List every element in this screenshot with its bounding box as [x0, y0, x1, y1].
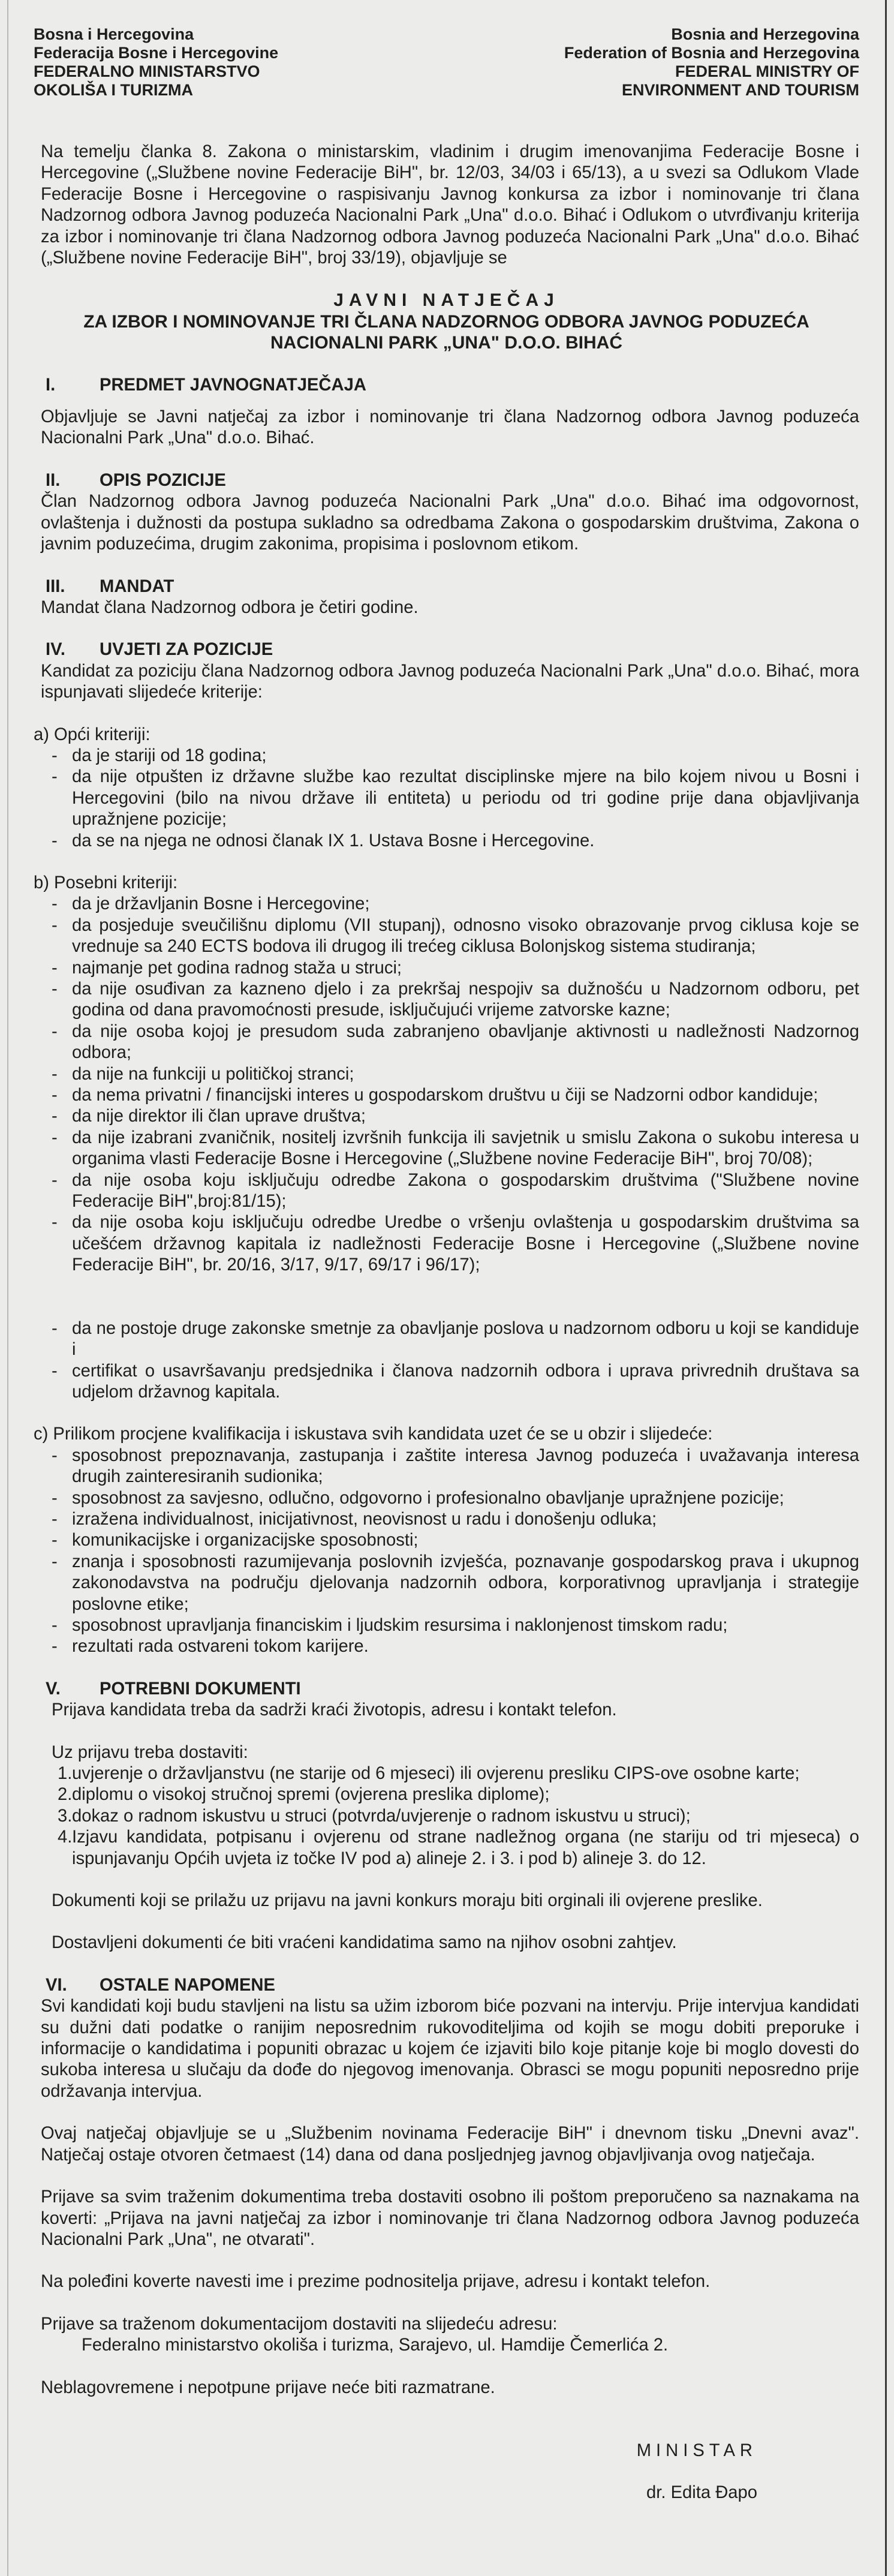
signatory-role: MINISTAR: [636, 2440, 757, 2460]
signature-block: [34, 2440, 859, 2504]
letterhead-english: [564, 25, 859, 100]
list-item: - znanja i sposobnosti razumijevanja poslovnih izvješća, poznavanje gospodarskog prava i ukupnog zakonodavstva na području djelovanja nadzornih odbora, korporativnog upravljanja i strategije poslovne etike;: [34, 1552, 859, 1615]
letterhead-line: Federation of Bosnia and Herzegovina: [564, 44, 859, 62]
criteria-c-label: c) Prilikom procjene kvalifikacija i iskustava svih kandidata uzet će se u obzir i slijedeće:: [34, 1424, 713, 1444]
list-item: - certifikat o usavršavanju predsjednika i članova nadzornih odbora i uprava privrednih društava sa udjelom državnog kapitala.: [34, 1361, 859, 1403]
list-item: - da ne postoje druge zakonske smetnje za obavljanje poslova u nadzornom odboru u koji se kandiduje i: [34, 1318, 859, 1361]
list-item: - komunikacijske i organizacijske sposobnosti;: [34, 1530, 859, 1551]
documents-note-originals: Dokumenti koji se prilažu uz prijavu na javni konkurs moraju biti orginali ili ovjerene preslike.: [52, 1891, 763, 1911]
criteria-b-list-continued: [34, 1318, 859, 1403]
section-number: V.: [46, 1679, 61, 1699]
list-item: [34, 1784, 859, 1805]
section-5-heading: [34, 1679, 859, 1700]
item-text: diplomu o visokoj stručnoj spremi (ovjerena preslika diplome);: [72, 1785, 550, 1805]
criteria-c-list: [34, 1445, 859, 1658]
section-6-interview: Svi kandidati koji budu stavljeni na listu sa užim izborom biće pozvani na intervju. Prije intervjua kandidati su dužni dati podatke o ranijim neposrednim rukovoditeljima od kojih se mogu dobiti preporuke i informacije o kandidatima i popuniti obrazac u kojem će izjaviti bilo koje pitanje koje bi moglo dovesti do sukoba interesa u slučaju da dođe do njegovog imenovanja. Obrasci se mogu popuniti neposredno prije održavanja intervjua.: [41, 1997, 859, 2101]
notice-title: JAVNI NATJEČAJ: [333, 290, 559, 311]
section-number: IV.: [46, 640, 66, 660]
section-number: III.: [46, 576, 65, 596]
criteria-b-list: [34, 894, 859, 1276]
section-number: VI.: [46, 1975, 67, 1995]
list-item: - da posjeduje sveučilišnu diplomu (VII stupanj), odnosno visoko obrazovanje prvog ciklusa koje se vrednuje sa 240 ECTS bodova ili drugog ili trećeg ciklusa Bolonjskog sistema studiranja;: [34, 915, 859, 958]
item-text: uvjerenje o državljanstvu (ne starije od 6 mjeseci) ili ovjerenu presliku CIPS-ove osobne karte;: [72, 1764, 800, 1783]
list-item: - da nije osoba koju isključuju odredbe Uredbe o vršenju ovlaštenja u gospodarskim društvima sa učešćem državnog kapitala iz nadležnosti Federacije Bosne i Hercegovine („Službene novine Federacije BiH", br. 20/16, 3/17, 9/17, 69/17 i 96/17);: [34, 1212, 859, 1276]
documents-note-return: Dostavljeni dokumenti će biti vraćeni kandidatima samo na njihov osobni zahtjev.: [52, 1933, 677, 1953]
intro-paragraph: Na temelju članka 8. Zakona o ministarskim, vladinim i drugim imenovanjima Federacije Bosne i Hercegovine („Službene novine Federacije BiH", br. 12/03, 34/03 i 65/13), a u svezi sa Odlukom Vlade Federacije Bosne i Hercegovine o raspisivanju Javnog konkursa za izbor i nominovanje tri člana Nadzornog odbora Javnog poduzeća Nacionalni Park „Una" d.o.o. Bihać i Odlukom o utvrđivanju kriterija za izbor i nominovanje tri člana Nadzornog odbora Javnog poduzeća Nacionalni Park „Una" d.o.o. Bihać („Službene novine Federacije BiH", broj 33/19), objavljuje se: [41, 142, 859, 268]
section-3-text: Mandat člana Nadzornog odbora je četiri godine.: [41, 597, 419, 617]
letterhead-line: OKOLIŠA I TURIZMA: [34, 81, 193, 99]
letterhead-line: FEDERALNO MINISTARSTVO: [34, 62, 260, 80]
section-3-heading: [34, 576, 859, 597]
section-title: OPIS POZICIJE: [100, 470, 226, 490]
item-number: 1.: [58, 1764, 73, 1783]
letterhead-local: [34, 25, 278, 100]
section-6-delivery: Prijave sa svim traženim dokumentima treba dostaviti osobno ili poštom preporučeno sa naznakama na koverti: „Prijava na javni natječaj za izbor i nominovanje tri člana Nadzornog odbora Javnog poduzeća Nacionalni Park „Una", ne otvarati".: [41, 2187, 859, 2249]
section-5-text: Prijava kandidata treba da sadrži kraći životopis, adresu i kontakt telefon.: [52, 1700, 617, 1720]
list-item: - sposobnost prepoznavanja, zastupanja i zaštite interesa Javnog poduzeća i uvažavanja interesa drugih zainteresiranih sudionika;: [34, 1445, 859, 1488]
list-item: - sposobnost upravljanja financiskim i ljudskim resursima i naklonjenost timskom radu;: [34, 1615, 859, 1636]
section-number: II.: [46, 470, 61, 490]
list-item: - da nije otpušten iz državne službe kao rezultat disciplinske mjere na bilo kojem nivou u Bosni i Hercegovini (bilo na nivou države ili entiteta) u periodu od tri godine prije dana objavljivanja upražnjene pozicije;: [34, 767, 859, 830]
list-item: - da nije osoba koju isključuju odredbe Zakona o gospodarskim društvima ("Službene novine Federacije BiH",broj:81/15);: [34, 1170, 859, 1213]
list-item: - da nije osuđivan za kazneno djelo i za prekršaj nespojiv sa dužnošću u Nadzornom odboru, pet godina od dana pravomoćnosti presude, isključujući vrijeme zatvorske kazne;: [34, 979, 859, 1021]
list-item: - da se na njega ne odnosi članak IX 1. Ustava Bosne i Hercegovine.: [34, 831, 859, 852]
list-item: - najmanje pet godina radnog staža u struci;: [34, 958, 859, 979]
list-item: - sposobnost za savjesno, odlučno, odgovorno i profesionalno obavljanje upražnjene pozicije;: [34, 1488, 859, 1509]
letterhead: [34, 25, 859, 100]
section-6-address-label: Prijave sa traženom dokumentacijom dostaviti na slijedeću adresu:: [41, 2314, 558, 2334]
list-item: - da nije direktor ili član uprave društva;: [34, 1106, 859, 1127]
section-title: OSTALE NAPOMENE: [100, 1975, 275, 1995]
section-title: MANDAT: [100, 576, 174, 596]
notice-subtitle: ZA IZBOR I NOMINOVANJE TRI ČLANA NADZORNOG ODBORA JAVNOG PODUZEĆA: [83, 311, 809, 332]
section-6-envelope: Na poleđini koverte navesti ime i prezime podnositelja prijave, adresu i kontakt telefon.: [41, 2272, 711, 2292]
item-number: 3.: [58, 1806, 73, 1826]
list-item: [34, 1763, 859, 1784]
section-title: UVJETI ZA POZICIJE: [100, 640, 273, 660]
list-item: [34, 1827, 859, 1869]
letterhead-line: Bosna i Hercegovina: [34, 25, 194, 43]
item-text: dokaz o radnom iskustvu u struci (potvrda/uvjerenje o radnom iskustvu u struci);: [72, 1806, 691, 1826]
signatory-name: dr. Edita Đapo: [646, 2483, 757, 2503]
item-number: 4.: [58, 1827, 73, 1847]
list-item: - rezultati rada ostvareni tokom karijere.: [34, 1636, 859, 1657]
section-6-late-applications: Neblagovremene i nepotpune prijave neće biti razmatrane.: [41, 2377, 495, 2397]
letterhead-line: ENVIRONMENT AND TOURISM: [621, 81, 859, 99]
list-item: - izražena individualnost, inicijativnost, neovisnost u radu i donošenju odluka;: [34, 1509, 859, 1530]
list-item: - da je državljanin Bosne i Hercegovine;: [34, 894, 859, 915]
criteria-a-label: a) Opći kriteriji:: [34, 725, 150, 744]
criteria-a-list: [34, 746, 859, 852]
list-item: - da nije na funkciji u političkoj stranci;: [34, 1064, 859, 1085]
documents-list: [34, 1763, 859, 1869]
section-4-text: Kandidat za poziciju člana Nadzornog odbora Javnog poduzeća Nacionalni Park „Una" d.o.o. Bihać, mora ispunjavati slijedeće kriterije:: [41, 661, 859, 702]
documents-label: Uz prijavu treba dostaviti:: [52, 1742, 248, 1762]
section-4-heading: [34, 639, 859, 660]
letterhead-line: Bosnia and Herzegovina: [671, 25, 859, 43]
list-item: [34, 1806, 859, 1827]
section-6-heading: [34, 1975, 859, 1996]
notice-subtitle-company: NACIONALNI PARK „UNA" D.O.O. BIHAĆ: [270, 333, 622, 353]
item-number: 2.: [58, 1785, 73, 1805]
criteria-b-label: b) Posebni kriteriji:: [34, 873, 178, 892]
list-item: - da nema privatni / financijski interes u gospodarskom društvu u čiji se Nadzorni odbor kandiduje;: [34, 1085, 859, 1106]
section-1-heading: [34, 375, 859, 396]
list-item: - da nije izabrani zvaničnik, nositelj izvršnih funkcija ili savjetnik u smislu Zakona o sukobu interesa u organima vlasti Federacije Bosne i Hercegovine („Službene novine Federacije BiH", broj 70/08);: [34, 1128, 859, 1170]
section-number: I.: [46, 375, 56, 395]
letterhead-line: Federacija Bosne i Hercegovine: [34, 44, 279, 62]
letterhead-line: FEDERAL MINISTRY OF: [675, 62, 859, 80]
section-1-text: Objavljuje se Javni natječaj za izbor i nominovanje tri člana Nadzornog odbora Javnog poduzeća Nacionalni Park „Una" d.o.o. Bihać.: [41, 407, 859, 448]
list-item: - da je stariji od 18 godina;: [34, 746, 859, 767]
section-6-publication: Ovaj natječaj objavljuje se u „Službenim novinama Federacije BiH" i dnevnom tisku „Dnevni avaz". Natječaj ostaje otvoren četmaest (14) dana od dana posljednjeg javnog objavljivanja ovog natječaja.: [41, 2124, 859, 2165]
section-2-heading: [34, 470, 859, 491]
section-title: POTREBNI DOKUMENTI: [100, 1679, 301, 1699]
item-text: Izjavu kandidata, potpisanu i ovjerenu od strane nadležnog organa (ne stariju od tri mjeseca) o ispunjavanju Općih uvjeta iz točke IV pod a) alineje 2. i 3. i pod b) alineje 3. do 12.: [72, 1827, 859, 1868]
section-title: PREDMET JAVNOGNATJEČAJA: [100, 375, 366, 395]
section-2-text: Član Nadzornog odbora Javnog poduzeća Nacionalni Park „Una" d.o.o. Bihać ima odgovornost, ovlaštenja i dužnosti da postupa sukladno sa odredbama Zakona o gospodarskim društvima, Zakona o javnim poduzećima, drugim zakonima, propisima i poslovnom etikom.: [41, 492, 859, 554]
list-item: - da nije osoba kojoj je presudom suda zabranjeno obavljanje aktivnosti u nadležnosti Nadzornog odbora;: [34, 1021, 859, 1064]
section-6-address: Federalno ministarstvo okoliša i turizma, Sarajevo, ul. Hamdije Čemerlića 2.: [82, 2335, 669, 2355]
